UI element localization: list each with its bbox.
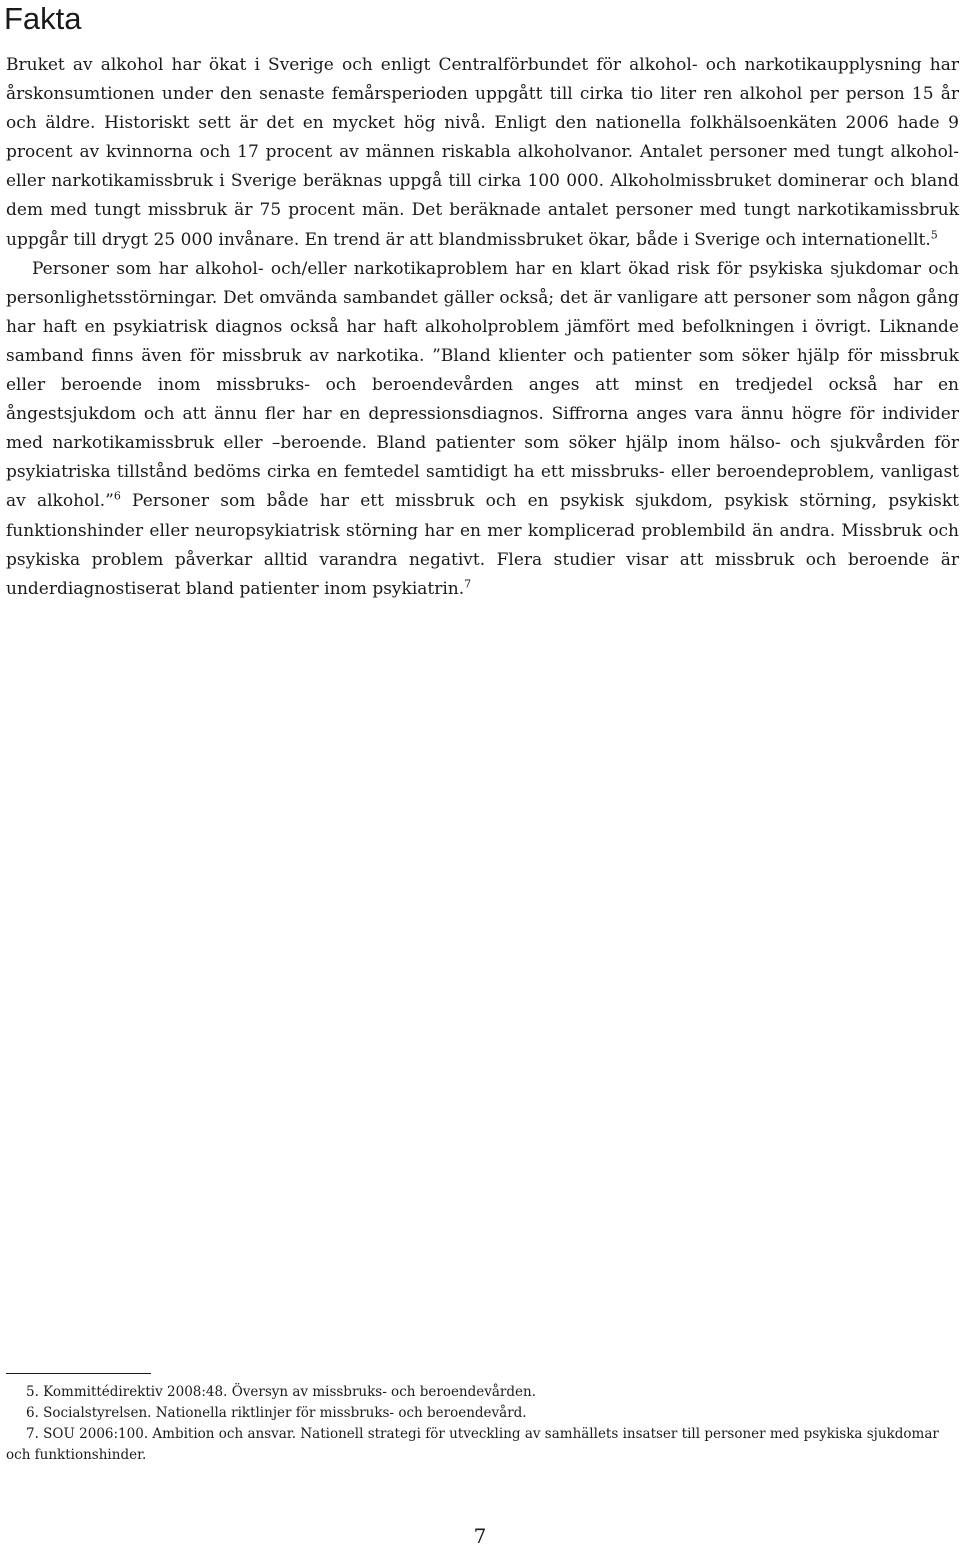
body-text <box>6 51 959 604</box>
footnote-ref-7[interactable]: 7 <box>464 577 472 591</box>
paragraph-2-text-a: Personer som har alkohol- och/eller narkotikaproblem har en klart ökad risk för psykiska sjukdomar och personlighetsstörningar. Det omvända sambandet gäller också; det är vanligare att personer som någon gång har haft en psykiatrisk diagnos också har haft alkoholproblem jämfört med befolkningen i övrigt. Liknande samband finns även för missbruk av narkotika. ”Bland klienter och patienter som söker hjälp för missbruk eller beroende inom missbruks- och beroendevården anges att minst en tredjedel också har en ångestsjukdom och att ännu fler har en depressionsdiagnos. Siffrorna anges vara ännu högre för individer med narkotikamissbruk eller –beroende. Bland patienter som söker hjälp inom hälso- och sjukvården för psykiatriska tillstånd bedöms cirka en femtedel samtidigt ha ett missbruks- eller beroendeproblem, vanligast av alkohol.” <box>6 258 959 512</box>
paragraph-1 <box>6 51 959 255</box>
footnote-ref-5[interactable]: 5 <box>930 227 938 241</box>
page-title: Fakta <box>4 1 82 36</box>
footnote-ref-6[interactable]: 6 <box>113 489 121 503</box>
page-number: 7 <box>473 1524 487 1548</box>
paragraph-1-text: Bruket av alkohol har ökat i Sverige och enligt Centralförbundet för alkohol- och narkotikaupplysning har årskonsumtionen under den senaste femårsperioden uppgått till cirka tio liter ren alkohol per person 15 år och äldre. Historiskt sett är det en mycket hög nivå. Enligt den nationella folkhälsoenkäten 2006 hade 9 procent av kvinnorna och 17 procent av männen riskabla alkoholvanor. Antalet personer med tungt alkohol- eller narkotikamissbruk i Sverige beräknas uppgå till cirka 100 000. Alkoholmissbruket dominerar och bland dem med tungt missbruk är 75 procent män. Det beräknade antalet personer med tungt narkotikamissbruk uppgår till drygt 25 000 invånare. En trend är att blandmissbruket ökar, både i Sverige och internationellt. <box>6 55 959 250</box>
footnote-divider <box>6 1373 151 1374</box>
footnotes <box>6 1382 959 1466</box>
paragraph-2-text-b: Personer som både har ett missbruk och en psykisk sjukdom, psykisk störning, psykiskt funktionshinder eller neuropsykiatrisk störning har en mer komplicerad problembild än andra. Missbruk och psykiska problem påverkar alltid varandra negativt. Flera studier visar att missbruk och beroende är underdiagnostiserat bland patienter inom psykiatrin. <box>6 491 960 599</box>
footnote-5: 5. Kommittédirektiv 2008:48. Översyn av missbruks- och beroendevården. <box>26 1384 537 1400</box>
footnote-7: 7. SOU 2006:100. Ambition och ansvar. Nationell strategi för utveckling av samhällets insatser till personer med psykiska sjukdomar och funktionshinder. <box>6 1426 939 1463</box>
paragraph-2 <box>6 255 959 604</box>
footnote-6: 6. Socialstyrelsen. Nationella riktlinjer för missbruks- och beroendevård. <box>26 1405 527 1421</box>
